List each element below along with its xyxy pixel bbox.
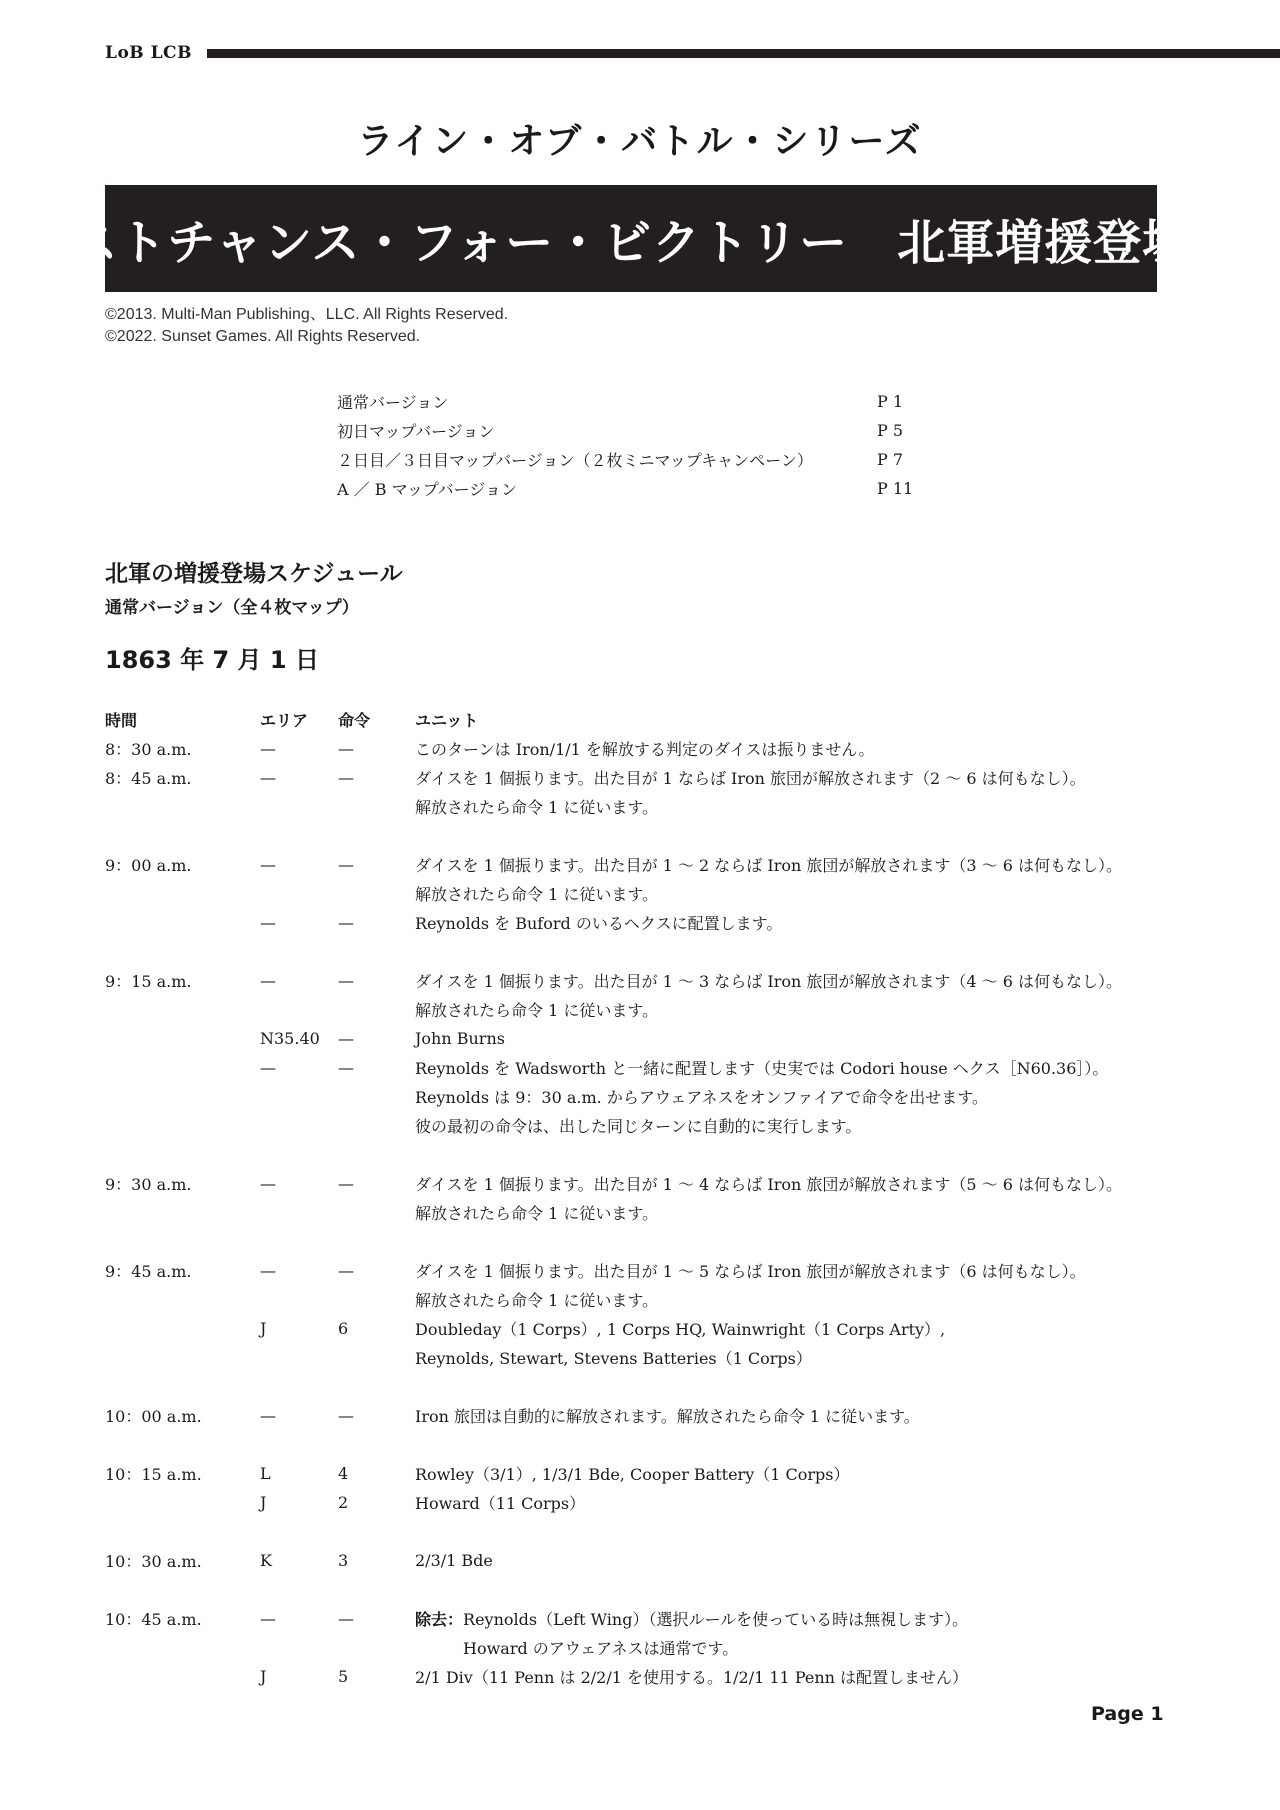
table-row: [105, 1082, 1185, 1111]
row-unit-text: Doubleday（1 Corps）, 1 Corps HQ, Wainwright（1 Corps Arty）,: [415, 1320, 946, 1339]
main-title: ラストチャンス・フォー・ビクトリー 北軍増援登場表: [21, 215, 1241, 271]
table-row: [105, 1024, 1185, 1053]
row-unit: [415, 1056, 1185, 1079]
row-order: —: [338, 971, 354, 990]
row-unit-text: ダイスを 1 個振ります。出た目が 1 ならば Iron 旅団が解放されます（2 ～ 6 は何もなし）。: [415, 769, 1086, 788]
schedule-date: 1863 年 7 月 1 日: [105, 646, 319, 674]
table-row: [105, 734, 1185, 763]
table-row: [105, 1662, 1185, 1691]
row-order: —: [338, 1174, 354, 1193]
row-time: 10：15 a.m.: [105, 1465, 202, 1484]
row-time: 9：30 a.m.: [105, 1175, 192, 1194]
row-unit-text: ダイスを 1 個振ります。出た目が 1 ～ 5 ならば Iron 旅団が解放されます（6 は何もなし）。: [415, 1262, 1086, 1281]
row-area: —: [260, 855, 276, 874]
row-area: —: [260, 1609, 276, 1628]
section-title: 北軍の増援登場スケジュール: [105, 561, 403, 587]
row-unit-text: 解放されたら命令 1 に従います。: [415, 1001, 659, 1020]
table-row: [105, 1314, 1185, 1343]
row-area: —: [260, 1261, 276, 1280]
row-order: —: [338, 739, 354, 758]
row-unit: [415, 1346, 1185, 1369]
row-unit-text: ダイスを 1 個振ります。出た目が 1 ～ 4 ならば Iron 旅団が解放されます（5 ～ 6 は何もなし）。: [415, 1175, 1122, 1194]
row-unit-text: 解放されたら命令 1 に従います。: [415, 1204, 659, 1223]
row-area: —: [260, 1058, 276, 1077]
row-unit: [415, 1551, 1185, 1570]
row-area: J: [260, 1493, 267, 1512]
row-unit: [415, 766, 1185, 789]
toc-item: [337, 474, 917, 503]
column-header-area: エリア: [260, 711, 309, 730]
row-order: —: [338, 1406, 354, 1425]
row-order: —: [338, 1261, 354, 1280]
row-unit: [415, 998, 1185, 1021]
table-row: [105, 850, 1185, 879]
row-unit-text: Howard のアウェアネスは通常です。: [463, 1639, 739, 1658]
row-unit-text: 解放されたら命令 1 に従います。: [415, 885, 659, 904]
row-order: 3: [338, 1551, 349, 1570]
row-unit: [415, 1665, 1185, 1688]
row-unit: [415, 1029, 1185, 1048]
row-unit: [415, 882, 1185, 905]
row-unit: [415, 1607, 1185, 1630]
row-area: —: [260, 768, 276, 787]
row-unit: [415, 911, 1185, 934]
row-unit-text: ダイスを 1 個振ります。出た目が 1 ～ 2 ならば Iron 旅団が解放されます（3 ～ 6 は何もなし）。: [415, 856, 1122, 875]
toc-page: P 11: [877, 479, 914, 498]
row-time: 10：45 a.m.: [105, 1610, 202, 1629]
row-unit-text: Reynolds（Left Wing）（選択ルールを使っている時は無視します）。: [463, 1610, 969, 1629]
table-of-contents: [337, 387, 917, 503]
copyright-line: ©2022. Sunset Games. All Rights Reserved.: [105, 328, 421, 345]
row-order: 4: [338, 1464, 349, 1483]
row-time: 9：45 a.m.: [105, 1262, 192, 1281]
series-title: ライン・オブ・バトル・シリーズ: [357, 121, 923, 162]
row-time: 10：00 a.m.: [105, 1407, 202, 1426]
table-row: [105, 792, 1185, 821]
row-unit-label: 除去：: [415, 1610, 464, 1629]
row-unit-text: 2/1 Div（11 Penn は 2/2/1 を使用する。1/2/1 11 Penn は配置しません）: [415, 1668, 969, 1687]
row-unit: [415, 795, 1185, 818]
row-unit-text: Reynolds, Stewart, Stevens Batteries（1 Corps）: [415, 1349, 812, 1368]
row-area: —: [260, 1174, 276, 1193]
column-header-time: 時間: [105, 711, 138, 730]
table-row: [105, 1053, 1185, 1082]
row-unit: [415, 1317, 1185, 1340]
table-row: [105, 995, 1185, 1024]
toc-page: P 7: [877, 450, 904, 469]
title-banner: [21, 185, 1241, 292]
table-row: [105, 1633, 1185, 1662]
row-unit: [415, 1404, 1185, 1427]
schedule-body: [105, 734, 1185, 1691]
toc-item: [337, 416, 917, 445]
row-area: L: [260, 1464, 271, 1483]
row-unit: [415, 1172, 1185, 1195]
row-area: —: [260, 739, 276, 758]
toc-label: A ／ B マップバージョン: [337, 480, 518, 499]
row-unit-text: 解放されたら命令 1 に従います。: [415, 798, 659, 817]
row-unit-text: Iron 旅団は自動的に解放されます。解放されたら命令 1 に従います。: [415, 1407, 920, 1426]
column-header-unit: ユニット: [415, 711, 479, 730]
row-order: —: [338, 1029, 354, 1048]
row-time: 8：30 a.m.: [105, 740, 192, 759]
toc-page: P 1: [877, 392, 904, 411]
table-row: [105, 879, 1185, 908]
row-unit-text: 彼の最初の命令は、出した同じターンに自動的に実行します。: [415, 1117, 862, 1136]
row-area: K: [260, 1551, 272, 1570]
toc-label: ２日目／３日目マップバージョン（２枚ミニマップキャンペーン）: [337, 451, 813, 470]
row-unit-text: ダイスを 1 個振ります。出た目が 1 ～ 3 ならば Iron 旅団が解放されます（4 ～ 6 は何もなし）。: [415, 972, 1122, 991]
table-row: [105, 1198, 1185, 1227]
table-row: [105, 1459, 1185, 1488]
row-order: 5: [338, 1667, 349, 1686]
row-unit: [415, 1636, 1185, 1659]
table-row: [105, 908, 1185, 937]
toc-item: [337, 387, 917, 416]
row-area: —: [260, 1406, 276, 1425]
table-row: [105, 1401, 1185, 1430]
row-unit-text: Reynolds を Wadsworth と一緒に配置します（史実では Codori house ヘクス［N60.36］）。: [415, 1059, 1109, 1078]
row-unit-text: Reynolds は 9：30 a.m. からアウェアネスをオンファイアで命令を出せます。: [415, 1088, 988, 1107]
row-area: J: [260, 1667, 267, 1686]
copyright-line: ©2013. Multi-Man Publishing、LLC. All Rights Reserved.: [105, 306, 509, 323]
table-row: [105, 1546, 1185, 1575]
table-row: [105, 1604, 1185, 1633]
row-unit: [415, 969, 1185, 992]
table-row: [105, 1256, 1185, 1285]
row-unit: [415, 853, 1185, 876]
table-row: [105, 1343, 1185, 1372]
toc-label: 通常バージョン: [337, 393, 449, 412]
row-unit-text: John Burns: [415, 1029, 505, 1048]
toc-item: [337, 445, 917, 474]
row-area: —: [260, 971, 276, 990]
row-area: —: [260, 913, 276, 932]
table-row: [105, 966, 1185, 995]
row-unit-text: 解放されたら命令 1 に従います。: [415, 1291, 659, 1310]
toc-page: P 5: [877, 421, 904, 440]
section-subtitle: 通常バージョン（全４枚マップ）: [105, 598, 359, 618]
row-order: 2: [338, 1493, 349, 1512]
row-order: —: [338, 768, 354, 787]
row-unit-text: Howard（11 Corps）: [415, 1494, 586, 1513]
row-unit: [415, 1085, 1185, 1108]
schedule-table: [105, 705, 1185, 1691]
row-unit-text: 2/3/1 Bde: [415, 1551, 493, 1570]
row-unit: [415, 1288, 1185, 1311]
row-unit: [415, 1201, 1185, 1224]
table-row: [105, 1488, 1185, 1517]
schedule-header-row: [105, 705, 1185, 734]
row-order: 6: [338, 1319, 349, 1338]
row-order: —: [338, 1058, 354, 1077]
page-number: Page 1: [1091, 1703, 1164, 1725]
row-unit: [415, 737, 1185, 760]
header-rule: [207, 49, 1280, 58]
toc-label: 初日マップバージョン: [337, 422, 495, 441]
row-time: 9：15 a.m.: [105, 972, 192, 991]
table-row: [105, 1111, 1185, 1140]
table-row: [105, 1285, 1185, 1314]
row-time: 8：45 a.m.: [105, 769, 192, 788]
copyright-block: [105, 304, 508, 348]
row-time: 9：00 a.m.: [105, 856, 192, 875]
row-time: 10：30 a.m.: [105, 1552, 202, 1571]
row-area: N35.40: [260, 1029, 320, 1048]
table-row: [105, 763, 1185, 792]
row-order: —: [338, 855, 354, 874]
row-unit: [415, 1491, 1185, 1514]
row-unit-text: このターンは Iron/1/1 を解放する判定のダイスは振りません。: [415, 740, 875, 759]
column-header-order: 命令: [338, 711, 371, 730]
row-area: J: [260, 1319, 267, 1338]
row-order: —: [338, 1609, 354, 1628]
row-unit-text: Reynolds を Buford のいるヘクスに配置します。: [415, 914, 783, 933]
row-order: —: [338, 913, 354, 932]
row-unit-text: Rowley（3/1）, 1/3/1 Bde, Cooper Battery（1 Corps）: [415, 1465, 850, 1484]
header-label: LoB LCB: [105, 43, 192, 63]
row-unit: [415, 1259, 1185, 1282]
row-unit: [415, 1462, 1185, 1485]
table-row: [105, 1169, 1185, 1198]
row-unit: [415, 1114, 1185, 1137]
